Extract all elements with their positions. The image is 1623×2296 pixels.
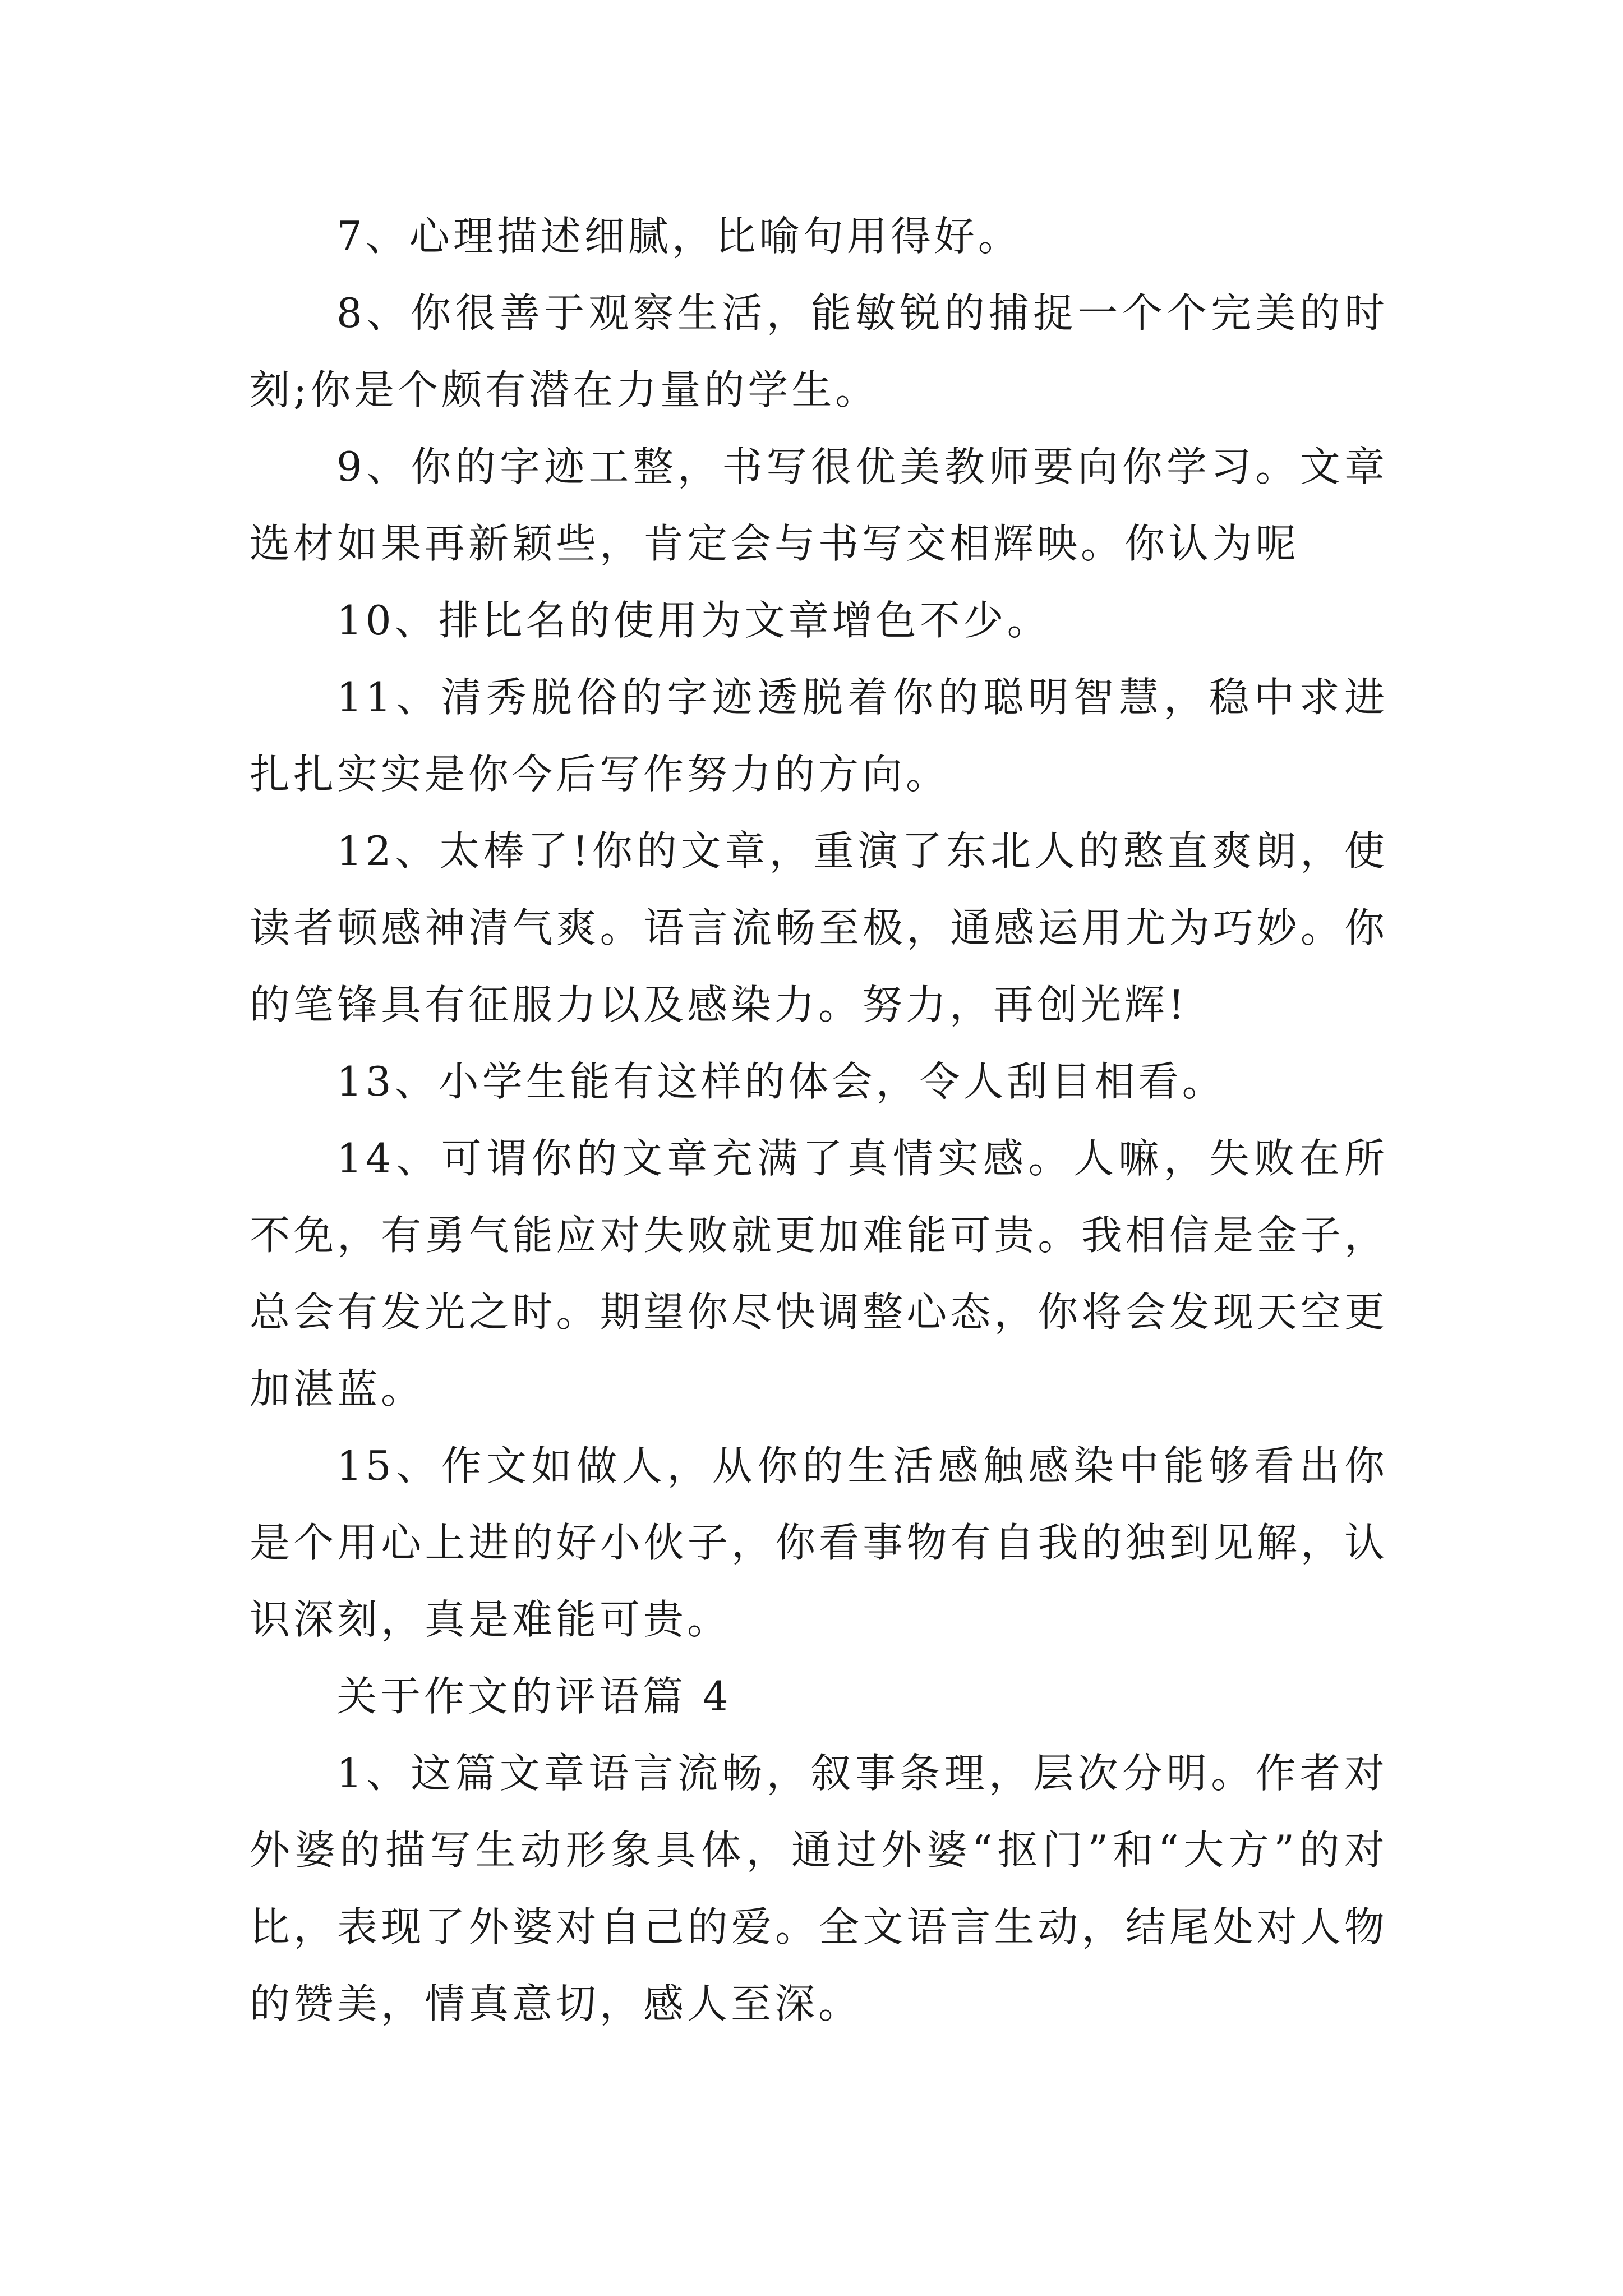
paragraph-comment-12: 12、太棒了!你的文章，重演了东北人的憨直爽朗，使读者顿感神清气爽。语言流畅至极，通感运用尤为巧妙。你的笔锋具有征服力以及感染力。努力，再创光辉! <box>250 827 1388 1028</box>
paragraph-comment-14: 14、可谓你的文章充满了真情实感。人嘛，失败在所不免，有勇气能应对失败就更加难能可贵。我相信是金子，总会有发光之时。期望你尽快调整心态，你将会发现天空更加湛蓝。 <box>250 1135 1388 1412</box>
document-body <box>250 198 1388 2042</box>
paragraph-comment-9: 9、你的字迹工整，书写很优美教师要向你学习。文章选材如果再新颖些，肯定会与书写交相辉映。你认为呢 <box>250 443 1388 567</box>
paragraph-comment-11: 11、清秀脱俗的字迹透脱着你的聪明智慧，稳中求进扎扎实实是你今后写作努力的方向。 <box>250 674 1388 798</box>
paragraph-section4-comment-1: 1、这篇文章语言流畅，叙事条理，层次分明。作者对外婆的描写生动形象具体，通过外婆“抠门”和“大方”的对比，表现了外婆对自己的爱。全文语言生动，结尾处对人物的赞美，情真意切，感人至深。 <box>250 1750 1388 2027</box>
paragraph-comment-8: 8、你很善于观察生活，能敏锐的捕捉一个个完美的时刻;你是个颇有潜在力量的学生。 <box>250 289 1388 413</box>
section-heading: 关于作文的评语篇 4 <box>336 1673 732 1720</box>
paragraph-comment-7: 7、心理描述细腻，比喻句用得好。 <box>336 213 1022 260</box>
paragraph-comment-10: 10、排比名的使用为文章增色不少。 <box>336 597 1051 644</box>
paragraph-comment-15: 15、作文如做人，从你的生活感触感染中能够看出你是个用心上进的好小伙子，你看事物有自我的独到见解，认识深刻，真是难能可贵。 <box>250 1442 1388 1643</box>
paragraph-comment-13: 13、小学生能有这样的体会，令人刮目相看。 <box>336 1058 1226 1105</box>
